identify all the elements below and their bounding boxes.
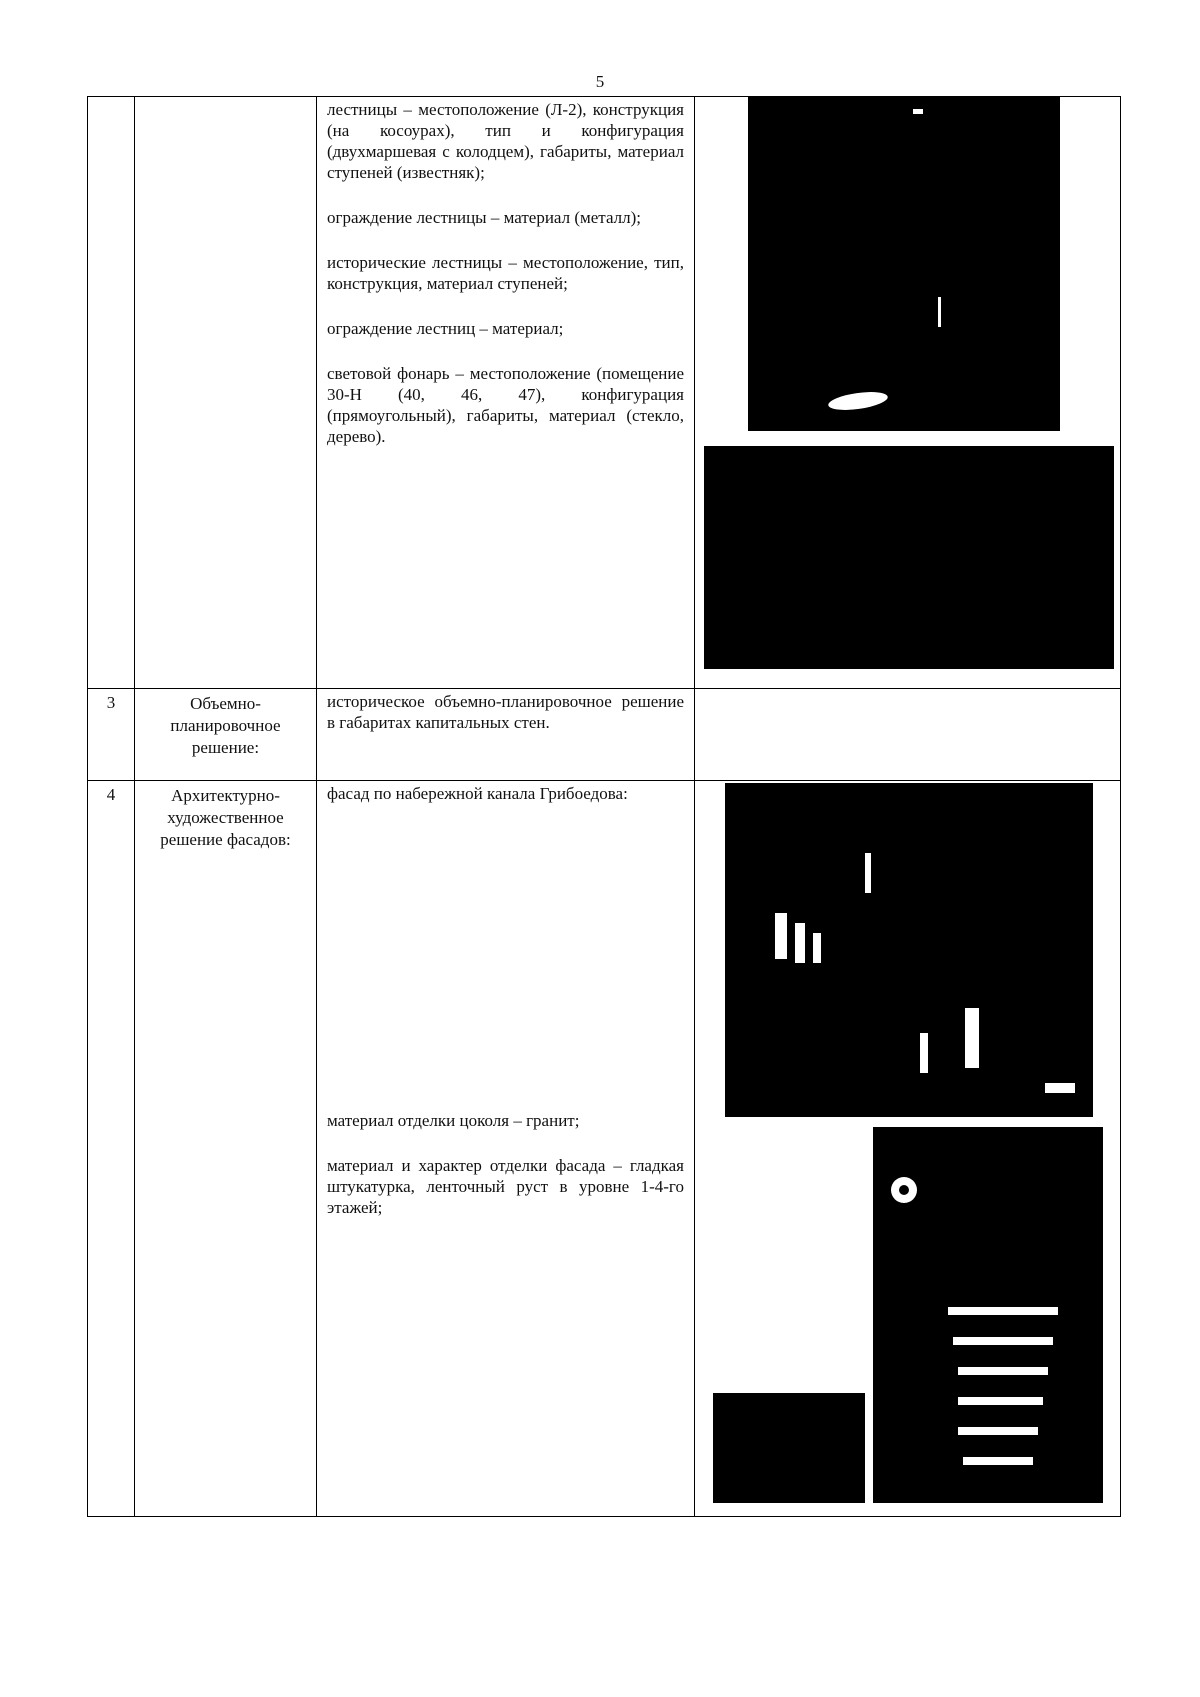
- row-description: [317, 97, 695, 689]
- paragraph-staircase: лестницы – местоположение (Л-2), конструкция (на косоурах), тип и конфигурация (двухмаршевая с колодцем), габариты, материал ступеней (известняк);: [327, 100, 684, 182]
- row-title: Архитектурно-художественное решение фасадов:: [135, 781, 317, 1517]
- paragraph-staircase-railing: ограждение лестницы – материал (металл);: [327, 208, 641, 227]
- facade-detail-photo: [873, 1127, 1103, 1503]
- paragraph-facade: фасад по набережной канала Грибоедова:: [327, 784, 628, 803]
- row-title: Объемно-планировочное решение:: [135, 689, 317, 781]
- plinth-photo: [713, 1393, 865, 1503]
- protection-subjects-table: [87, 96, 1121, 1517]
- paragraph-layout: историческое объемно-планировочное решение в габаритах капитальных стен.: [327, 692, 684, 732]
- photo-cell: [695, 97, 1121, 689]
- table-row: [88, 97, 1121, 689]
- row-description: [317, 781, 695, 1517]
- row-description: [317, 689, 695, 781]
- row-number: [88, 97, 135, 689]
- row-number: 4: [88, 781, 135, 1517]
- photo-cell: [695, 689, 1121, 781]
- skylight-photo: [704, 446, 1114, 669]
- paragraph-plinth: материал отделки цоколя – гранит;: [327, 1111, 580, 1130]
- page-number: 5: [595, 72, 605, 91]
- row-number: 3: [88, 689, 135, 781]
- paragraph-skylight: световой фонарь – местоположение (помещение 30-Н (40, 46, 47), конфигурация (прямоугольный), габариты, материал (стекло, дерево).: [327, 364, 684, 446]
- facade-photo: [725, 783, 1093, 1117]
- paragraph-staircases-railing: ограждение лестниц – материал;: [327, 319, 564, 338]
- staircase-photo: [748, 97, 1060, 431]
- table-row: [88, 781, 1121, 1517]
- photo-cell: [695, 781, 1121, 1517]
- paragraph-historic-staircases: исторические лестницы – местоположение, тип, конструкция, материал ступеней;: [327, 253, 684, 293]
- row-title: [135, 97, 317, 689]
- paragraph-facade-finish: материал и характер отделки фасада – гладкая штукатурка, ленточный руст в уровне 1-4-го этажей;: [327, 1156, 684, 1217]
- table-row: [88, 689, 1121, 781]
